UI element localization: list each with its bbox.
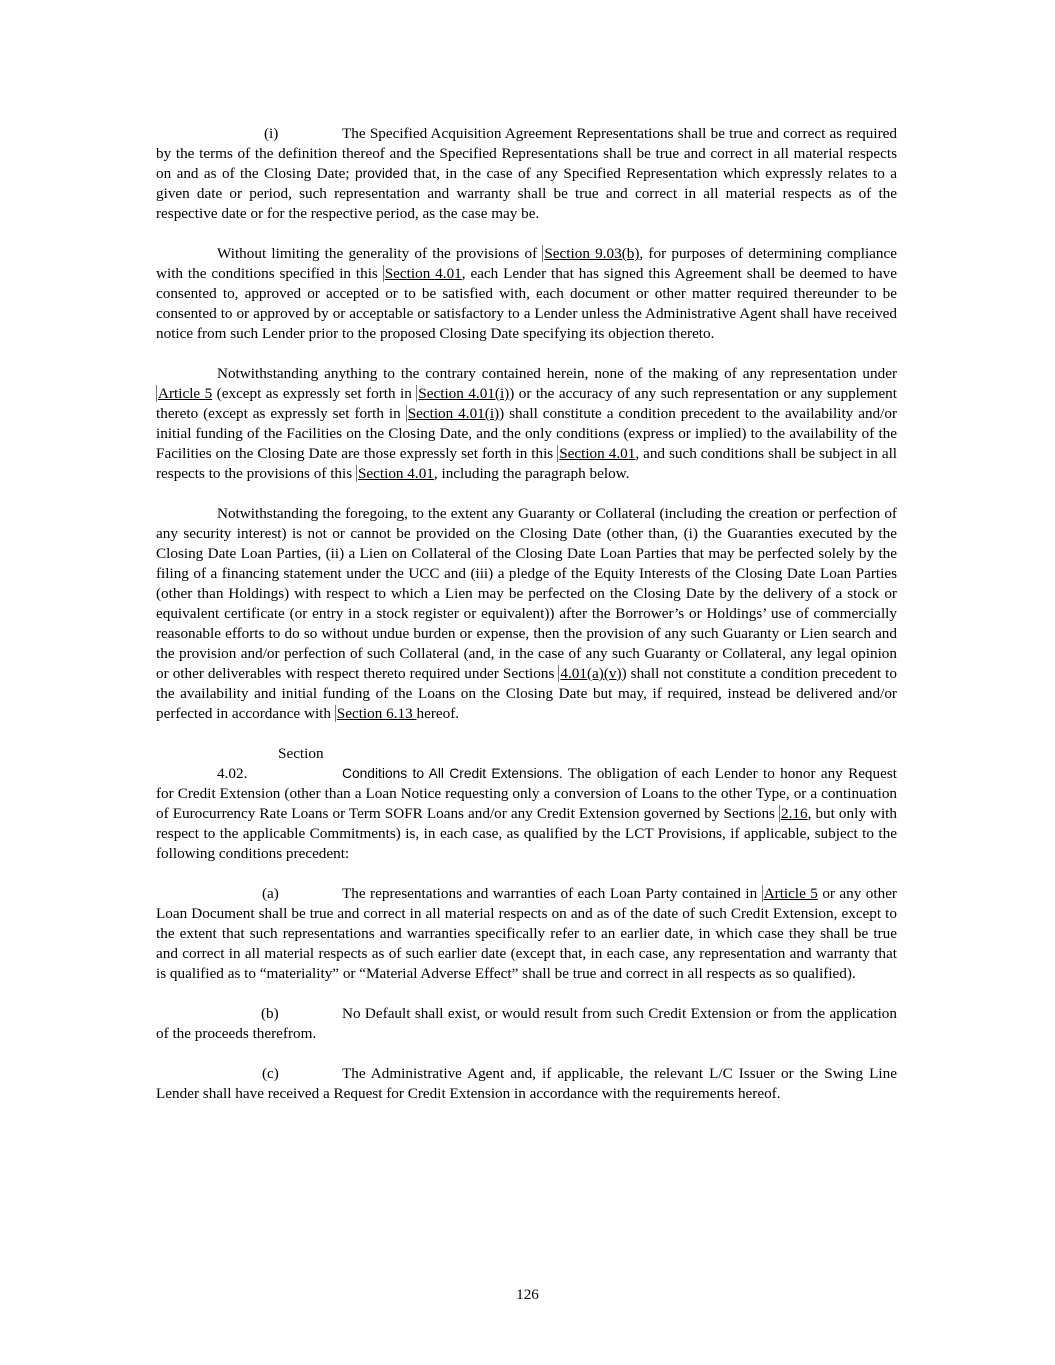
clause-label: (b) <box>261 1005 279 1022</box>
cross-reference-link[interactable]: Article 5 <box>763 885 818 902</box>
cross-reference-link[interactable]: Section 4.01 <box>384 265 462 282</box>
text: Notwithstanding the foregoing, to the extent any Guaranty or Collateral (including the creation or perfection of any security interest) is not or cannot be provided on the Closing Date (other than, (i) the Guaranties executed by the Closing Date Loan Parties, (ii) a Lien on Collateral of the Closing Date Loan Parties that may be perfected solely by the filing of a financing statement under the UCC and (iii) a pledge of the Equity Interests of the Closing Date Loan Parties (other than Holdings) with respect to which a Lien may be perfected on the Closing Date by the delivery of a stock or equivalent certificate (or entry in a stock register or equivalent)) after the Borrower’s or Holdings’ use of commercially reasonable efforts to do so without undue burden or expense, then the provision of any such Guaranty or Lien search and the provision and/or perfection of such Collateral (and, in the case of any such Guaranty or Collateral, any legal opinion or other deliverables with respect thereto required under Sections <box>156 505 897 682</box>
text: Notwithstanding anything to the contrary contained herein, none of the making of any representation under <box>217 365 897 382</box>
section-number: Section 4.02. <box>217 745 324 782</box>
cross-reference-link[interactable]: Section 9.03(b) <box>544 245 640 262</box>
text: , and such conditions shall be subject in all respects to the provisions of this <box>156 445 898 482</box>
text: No Default shall exist, or would result from such Credit Extension or from the application of the proceeds therefrom. <box>156 1005 897 1042</box>
text: ) shall not constitute a condition precedent to the availability and initial funding of the Loans on the Closing Date but may, if required, instead be delivered and/or perfected in accordance with <box>156 665 897 722</box>
cross-reference-link[interactable]: Section 4.01(i) <box>418 385 510 402</box>
clause-label: (i) <box>264 125 279 142</box>
text: , including the paragraph below. <box>433 465 630 482</box>
text: , each Lender that has signed this Agreement shall be deemed to have consented to, approved or accepted or to be satisfied with, each document or other matter required thereunder to be consented to or approved by or acceptable or satisfactory to a Lender unless the Administrative Agent shall have received notice from such Lender prior to the proposed Closing Date specifying its objection thereto. <box>156 265 897 342</box>
clause-b <box>156 1004 897 1044</box>
text: or any other Loan Document shall be true and correct in all material respects on and as of the date of such Credit Extension, except to the extent that such representations and warranties specifically refer to an earlier date, in which case they shall be true and correct in all material respects as of such earlier date (except that, in each case, any representation and warranty that is qualified as to “materiality” or “Material Adverse Effect” shall be true and correct in all respects as so qualified). <box>156 885 897 982</box>
document-page <box>156 124 897 1124</box>
cross-reference-link[interactable]: Article 5 <box>158 385 213 402</box>
text: The representations and warranties of each Loan Party contained in <box>342 885 762 902</box>
text: The obligation of each Lender to honor any Request for Credit Extension (other than a Loan Notice requesting only a conversion of Loans to the other Type, or a continuation of Eurocurrency Rate Loans or Term SOFR Loans and/or any Credit Extension governed by Sections <box>156 765 897 822</box>
provided-term: provided <box>354 166 408 181</box>
clause-a <box>156 884 897 984</box>
section-4-02 <box>156 744 897 864</box>
cross-reference-link[interactable]: Section 4.01 <box>559 445 636 462</box>
text: , for purposes of determining compliance with the conditions specified in this <box>156 245 898 282</box>
cross-reference-link[interactable]: 4.01(a)(v) <box>560 665 622 682</box>
clause-text: that, in the case of any Specified Representation which expressly relates to a given date or period, such representation and warranty shall be true and correct in all material respects as of the respective date or for the respective period, as the case may be. <box>156 165 897 222</box>
cross-reference-link[interactable]: 2.16 <box>781 805 808 822</box>
cross-reference-link[interactable]: Section 6.13 <box>336 705 417 722</box>
clause-label: (a) <box>262 885 279 902</box>
clause-label: (c) <box>262 1065 279 1082</box>
text: (except as expressly set forth in <box>212 385 417 402</box>
page-number: 126 <box>516 1286 539 1303</box>
text: The Administrative Agent and, if applicable, the relevant L/C Issuer or the Swing Line Lender shall have received a Request for Credit Extension in accordance with the requirements hereof. <box>156 1065 897 1102</box>
text: ) shall constitute a condition precedent to the availability and/or initial funding of the Facilities on the Closing Date, and the only conditions (express or implied) to the availability of the Facilities on the Closing Date are those expressly set forth in this <box>156 405 898 462</box>
cross-reference-link[interactable]: Section 4.01(i) <box>407 405 500 422</box>
text: ) or the accuracy of any such representation or any supplement thereto (except as expressly set forth in <box>156 385 897 422</box>
clause-i <box>156 124 897 224</box>
clause-c <box>156 1064 897 1104</box>
text: Without limiting the generality of the provisions of <box>217 245 543 262</box>
paragraph-notwithstanding-2 <box>156 504 897 724</box>
text: , but only with respect to the applicable Commitments) is, in each case, as qualified by the LCT Provisions, if applicable, subject to the following conditions precedent: <box>156 805 897 862</box>
text: hereof. <box>416 705 460 722</box>
clause-text: The Specified Acquisition Agreement Representations shall be true and correct as required by the terms of the definition thereof and the Specified Representations shall be true and correct in all material respects on and as of the Closing Date; <box>156 125 897 182</box>
cross-reference-link[interactable]: Section 4.01 <box>357 465 434 482</box>
section-title: Conditions to All Credit Extensions. <box>342 766 563 781</box>
paragraph-without-limiting <box>156 244 897 344</box>
paragraph-notwithstanding-1 <box>156 364 897 484</box>
